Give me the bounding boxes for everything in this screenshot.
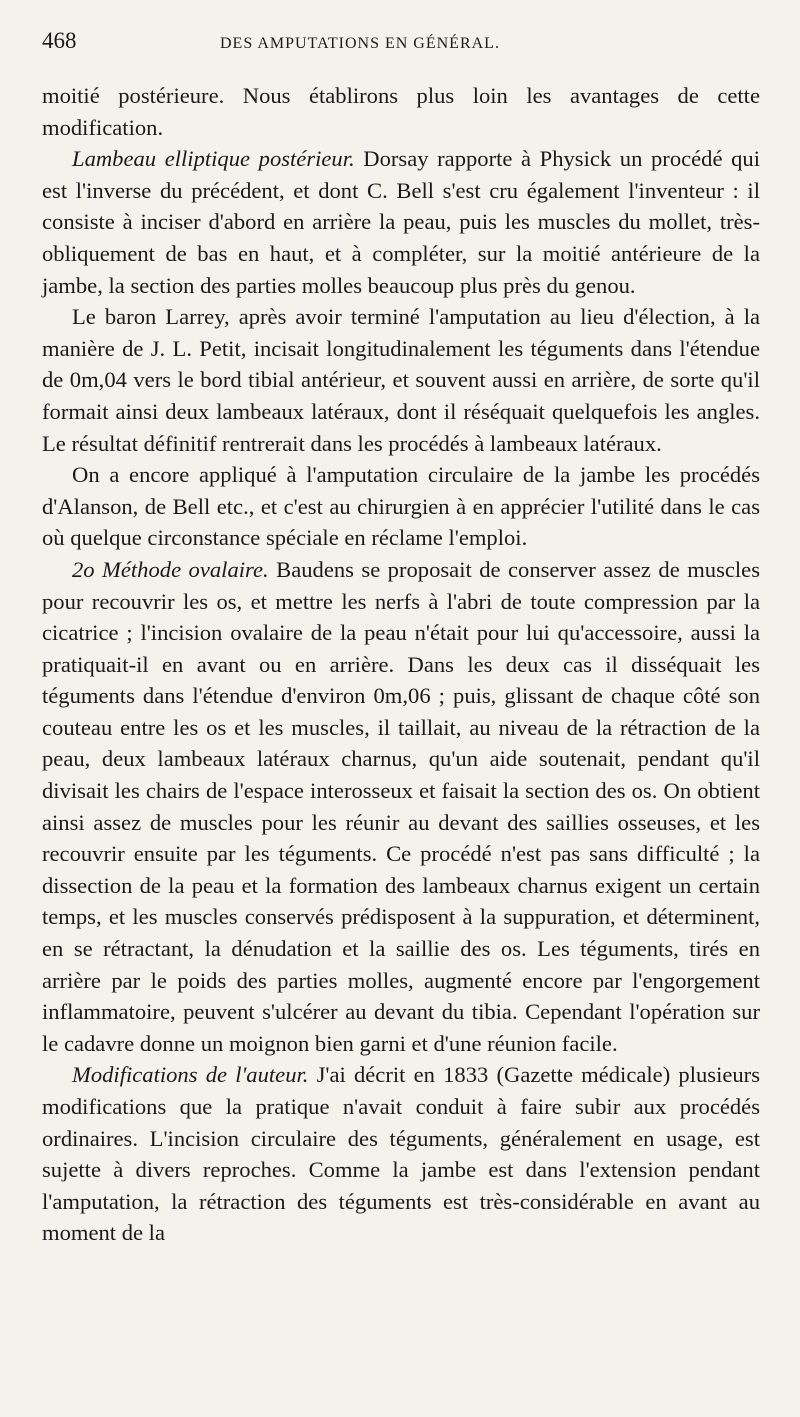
paragraph-5 [42, 554, 760, 1060]
paragraph-text: J'ai décrit en 1833 (Gazette médicale) plusieurs modifications que la pratique n'avait conduit à faire subir aux procédés ordinaires. L'incision circulaire des téguments, généralement en usage, est sujette à divers reproches. Comme la jambe est dans l'extension pendant l'amputation, la rétraction des téguments est très-considérable en avant au moment de la [42, 1062, 760, 1246]
paragraph-text: moitié postérieure. Nous établirons plus loin les avantages de cette modification. [42, 83, 760, 140]
paragraph-text: Baudens se proposait de conserver assez de muscles pour recouvrir les os, et mettre les nerfs à l'abri de toute compression par la cicatrice ; l'incision ovalaire de la peau n'était pour lui qu'accessoire, aussi la pratiquait-il en avant ou en arrière. Dans les deux cas il disséquait les téguments dans l'étendue d'environ 0m,06 ; puis, glissant de chaque côté son couteau entre les os et les muscles, il taillait, au niveau de la rétraction de la peau, deux lambeaux latéraux charnus, qu'un aide soutenait, pendant qu'il divisait les chairs de l'espace interosseux et faisait la section des os. On obtient ainsi assez de muscles pour les réunir au devant des saillies osseuses, et les recouvrir ensuite par les téguments. Ce procédé n'est pas sans difficulté ; la dissection de la peau et la formation des lambeaux charnus exigent un certain temps, et les muscles conservés prédisposent à la suppuration, et déterminent, en se rétractant, la dénudation et la saillie des os. Les téguments, tirés en arrière par le poids des parties molles, augmenté encore par l'engorgement inflammatoire, peuvent s'ulcérer au devant du tibia. Cependant l'opération sur le cadavre donne un moignon bien garni et d'une réunion facile. [42, 556, 760, 1056]
paragraph-4 [42, 459, 760, 554]
paragraph-text: On a encore appliqué à l'amputation circulaire de la jambe les procédés d'Alanson, de Bell etc., et c'est au chirurgien à en apprécier l'utilité dans le cas où quelque circonstance spéciale en réclame l'emploi. [42, 462, 760, 551]
running-title: DES AMPUTATIONS EN GÉNÉRAL. [220, 35, 500, 52]
section-lead: Lambeau elliptique postérieur. [72, 146, 355, 172]
paragraph-6 [42, 1059, 760, 1249]
paragraph-1 [42, 80, 760, 143]
section-lead: 2o Méthode ovalaire. [72, 556, 269, 582]
paragraph-text: Dorsay rapporte à Physick un procédé qui est l'inverse du précédent, et dont C. Bell s'est cru également l'inventeur : il consiste à inciser d'abord en arrière la peau, puis les muscles du mollet, très-obliquement de bas en haut, et à compléter, sur la moitié antérieure de la jambe, la section des parties molles beaucoup plus près du genou. [42, 146, 760, 298]
page-number: 468 [42, 28, 77, 53]
section-lead: Modifications de l'auteur. [72, 1062, 309, 1088]
paragraph-3 [42, 301, 760, 459]
body-text [42, 80, 760, 1249]
paragraph-2 [42, 143, 760, 301]
paragraph-text: Le baron Larrey, après avoir terminé l'amputation au lieu d'élection, à la manière de J. L. Petit, incisait longitudinalement les téguments dans l'étendue de 0m,04 vers le bord tibial antérieur, et souvent aussi en arrière, de sorte qu'il formait ainsi deux lambeaux latéraux, dont il réséquait quelquefois les angles. Le résultat définitif rentrerait dans les procédés à lambeaux latéraux. [42, 304, 760, 456]
running-head [42, 28, 760, 80]
